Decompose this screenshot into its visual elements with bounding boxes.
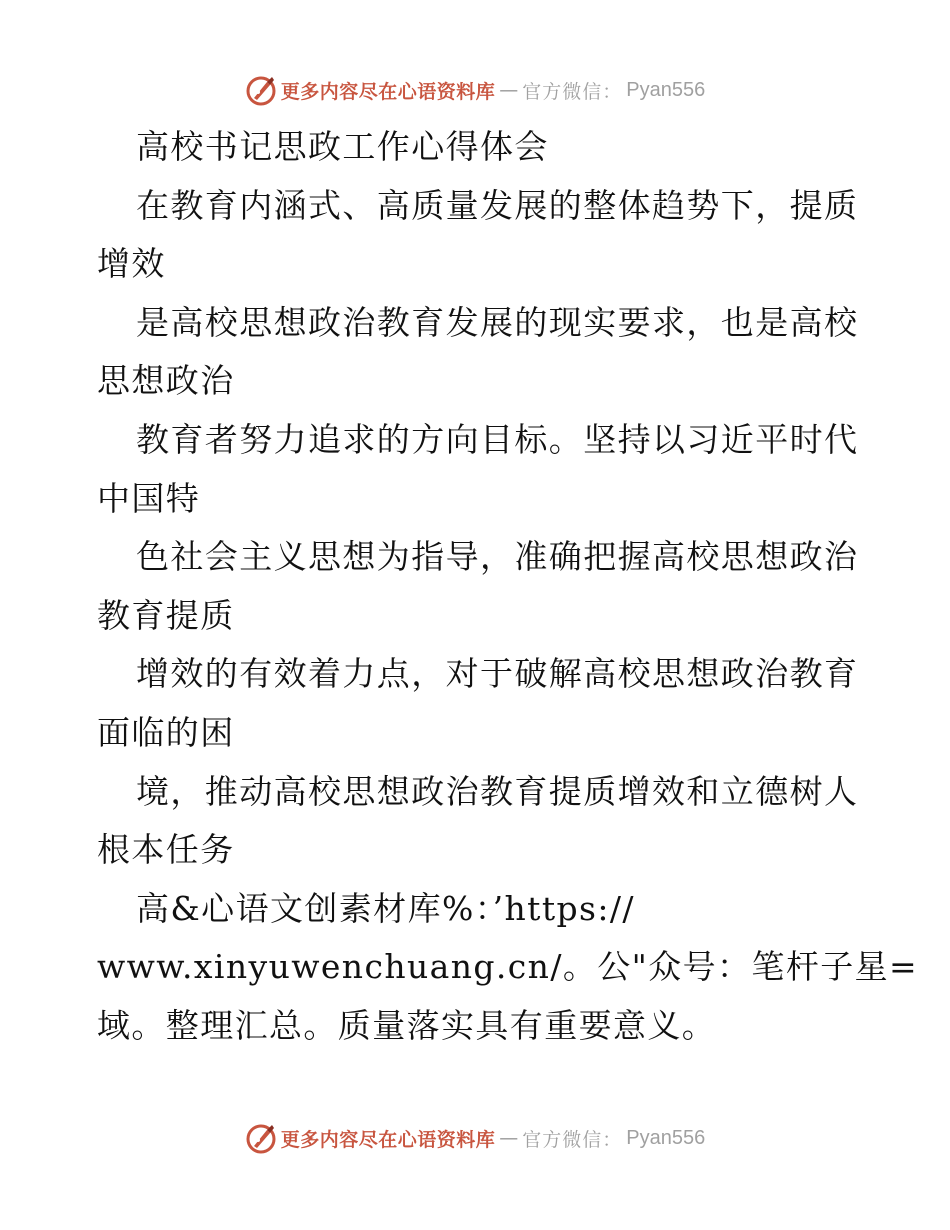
- banner-main-text: 更多内容尽在心语资料库: [280, 1128, 496, 1151]
- document-line: 是高校思想政治教育发展的现实要求，也是高校: [136, 302, 859, 342]
- document-title: 高校书记思政工作心得体会: [136, 127, 549, 166]
- banner-wechat-id: Pyan556: [626, 78, 706, 101]
- document-line: 增效的有效着力点，对于破解高校思想政治教育: [136, 654, 859, 694]
- document-line-url: www.xinyuwenchuang.cn/。公"众号：笔杆子星=: [97, 947, 919, 987]
- quill-circle-logo-icon: [245, 74, 277, 106]
- document-line: 教育者努力追求的方向目标。坚持以习近平时代: [136, 419, 859, 459]
- document-line: 面临的困: [97, 712, 235, 752]
- document-body: [97, 118, 919, 1056]
- document-line: 境，推动高校思想政治教育提质增效和立德树人: [136, 771, 859, 811]
- document-line-url: 高&心语文创素材库%：’https://: [136, 888, 635, 928]
- document-line: 在教育内涵式、高质量发展的整体趋势下，提质: [136, 185, 859, 225]
- document-line: 中国特: [97, 478, 201, 518]
- header-banner: [0, 70, 950, 110]
- document-line: 思想政治: [97, 361, 235, 401]
- document-line: 教育提质: [97, 595, 235, 635]
- banner-wechat-label: 官方微信：: [522, 1128, 623, 1151]
- footer-banner: [0, 1118, 950, 1158]
- banner-main-text: 更多内容尽在心语资料库: [280, 80, 496, 103]
- quill-circle-logo-icon: [245, 1122, 277, 1154]
- banner-separator: —: [499, 1127, 519, 1149]
- document-line: 根本任务: [97, 830, 235, 870]
- document-line: 色社会主义思想为指导，准确把握高校思想政治: [136, 537, 859, 577]
- banner-separator: —: [499, 79, 519, 101]
- document-line: 增效: [97, 244, 166, 284]
- banner-wechat-label: 官方微信：: [522, 80, 623, 103]
- document-line: 域。整理汇总。质量落实具有重要意义。: [97, 1005, 717, 1045]
- banner-wechat-id: Pyan556: [626, 1126, 706, 1149]
